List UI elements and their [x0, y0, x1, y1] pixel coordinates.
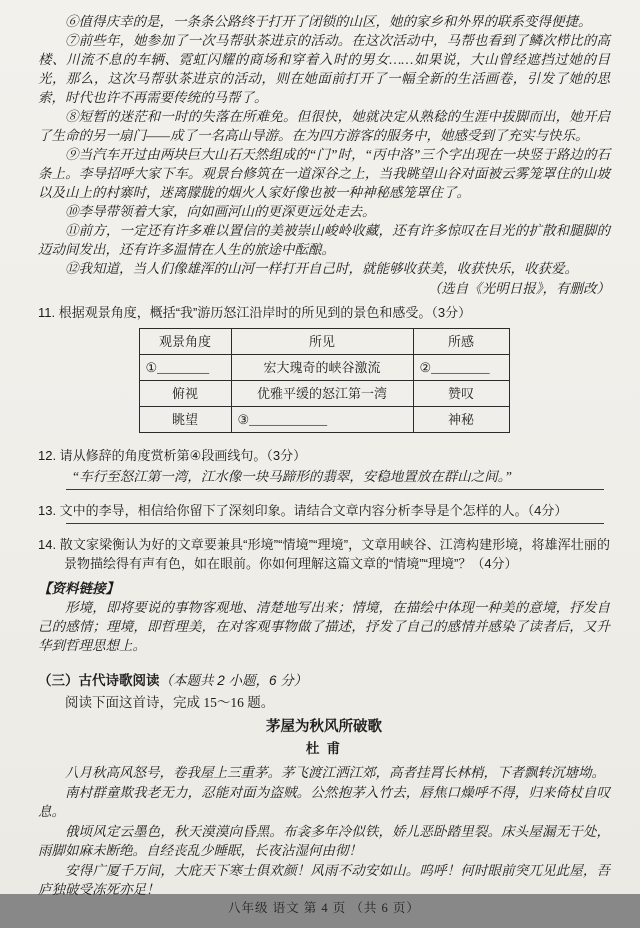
section-3-heading: [38, 671, 610, 690]
question-12: 12. 请从修辞的角度赏析第④段画线句。（3分）: [38, 448, 307, 463]
section-3-heading-sub: （本题共 2 小题，6 分）: [159, 673, 308, 688]
poem-body: [38, 762, 610, 899]
question-12-quote: “车行至怒江第一湾，江水像一块马蹄形的翡翠，安稳地置放在群山之间。”: [71, 469, 513, 484]
passage-source-attribution: （选自《光明日报》，有删改）: [427, 281, 610, 296]
passage-paragraph-11: ⑪前方，一定还有许多难以置信的美被崇山峻岭收藏，还有许多惊叹在目光的扩散和腿脚的迈动间发出，还有许多温情在人生的旅途中酝酿。: [38, 223, 610, 257]
material-link-block: [38, 573, 610, 655]
poem-stanza-4: 安得广厦千万间，大庇天下寒士俱欢颜！风雨不动安如山。呜呼！何时眼前突兀见此屋，吾庐独破受冻死亦足！: [38, 863, 610, 897]
table-row: [139, 355, 509, 381]
table-row: [139, 381, 509, 407]
page-footer: 八年级 语文 第 4 页 （共 6 页）: [228, 901, 420, 915]
table-row: [139, 407, 509, 433]
table-cell-blank-1: ①________: [139, 355, 231, 381]
passage-paragraph-9: ⑨当汽车开过由两块巨大山石天然组成的“门”时，“丙中洛”三个字出现在一块竖于路边的石条上。李导招呼大家下车。观景台修筑在一道深谷之上，当我眺望山谷对面被云雾笼罩住的山坡以及山上的村寨时，迷离朦胧的烟火人家好像也被一种神秘感笼罩住了。: [38, 147, 610, 200]
poem-stanza-2: 南村群童欺我老无力，忍能对面为盗贼。公然抱茅入竹去，唇焦口燥呼不得，归来倚杖自叹息。: [38, 785, 610, 819]
table-cell-angle-3: 眺望: [139, 407, 231, 433]
poem-author: 杜 甫: [305, 741, 343, 756]
material-link-title: 【资料链接】: [38, 581, 119, 596]
table-cell-felt-3: 神秘: [413, 407, 509, 433]
table-header-seen: 所见: [231, 329, 413, 355]
table-header-angle: 观景角度: [139, 329, 231, 355]
poem-stanza-3: 俄顷风定云墨色，秋天漠漠向昏黑。布衾多年冷似铁，娇儿恶卧踏里裂。床头屋漏无干处，雨脚如麻未断绝。自经丧乱少睡眠，长夜沾湿何由彻！: [38, 824, 610, 858]
table-cell-blank-2: ②_________: [413, 355, 509, 381]
passage-paragraph-8: ⑧短暂的迷茫和一时的失落在所难免。但很快，她就决定从熟稔的生涯中拔脚而出，她开启了生命的另一扇门——成了一名高山导游。在为四方游客的服务中，她感受到了充实与快乐。: [38, 109, 610, 143]
answer-line: [66, 489, 604, 490]
passage-paragraph-6: ⑥值得庆幸的是，一条条公路终于打开了闭锁的山区，她的家乡和外界的联系变得便捷。: [65, 14, 592, 29]
question-11-table: [139, 328, 510, 433]
reading-passage: [38, 12, 610, 298]
passage-paragraph-7: ⑦前些年，她参加了一次马帮驮茶进京的活动。在这次活动中，马帮也看到了鳞次栉比的高楼、川流不息的车辆、霓虹闪耀的商场和穿着入时的男女……如果说，大山曾经遮挡过她的目光，那么，这次马帮驮茶进京的活动，则在她面前打开了一幅全新的生活画卷，引发了她的思索，时代也许不再需要传统的马帮了。: [38, 33, 610, 105]
material-link-body: 形境，即将要说的事物客观地、清楚地写出来；情境，在描绘中体现一种美的意境，抒发自己的感情；理境，即哲理美，在对客观事物做了描述，抒发了自己的感情并感染了读者后，又升华到哲理思想上。: [38, 600, 610, 653]
table-cell-angle-2: 俯视: [139, 381, 231, 407]
passage-paragraph-12: ⑫我知道，当人们像雄浑的山河一样打开自己时，就能够收获美，收获快乐，收获爱。: [65, 261, 578, 276]
section-3-instruction: 阅读下面这首诗，完成 15～16 题。: [65, 695, 275, 710]
poem-stanza-1: 八月秋高风怒号，卷我屋上三重茅。茅飞渡江洒江郊，高者挂罥长林梢，下者飘转沉塘坳。: [65, 765, 605, 780]
answer-line: [66, 523, 604, 524]
passage-paragraph-10: ⑩李导带领着大家，向如画河山的更深更远处走去。: [65, 204, 376, 219]
poem-title: 茅屋为秋风所破歌: [266, 719, 382, 735]
question-14: 14. 散文家梁衡认为好的文章要兼具“形境”“情境”“理境”，文章用峡谷、江湾构建形境，将雄浑壮丽的景物描绘得有声有色，如在眼前。你如何理解这篇文章的“情境”“理境”？（4分）: [38, 537, 610, 571]
table-header-row: [139, 329, 509, 355]
table-cell-felt-2: 赞叹: [413, 381, 509, 407]
section-3-heading-main: （三）古代诗歌阅读: [38, 673, 160, 688]
table-header-felt: 所感: [413, 329, 509, 355]
table-cell-seen-2: 优雅平缓的怒江第一湾: [231, 381, 413, 407]
table-cell-seen-1: 宏大瑰奇的峡谷激流: [231, 355, 413, 381]
table-cell-blank-3: ③____________: [231, 407, 413, 433]
question-13: 13. 文中的李导，相信给你留下了深刻印象。请结合文章内容分析李导是个怎样的人。（4分）: [38, 503, 568, 518]
question-11: 11. 根据观景角度，概括“我”游历怒江沿岸时的所见到的景色和感受。（3分）: [38, 305, 472, 320]
